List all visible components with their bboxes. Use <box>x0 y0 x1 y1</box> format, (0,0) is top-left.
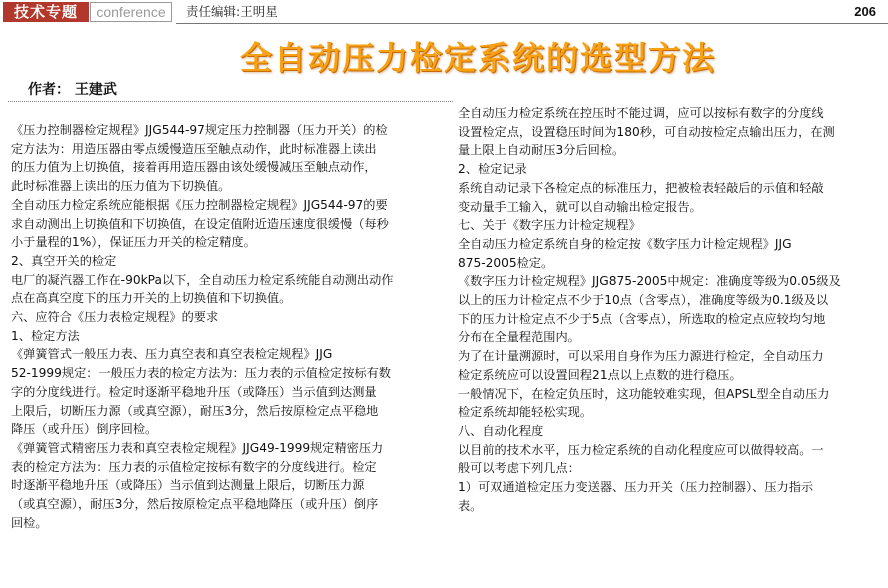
text-line: 分布在全量程范围内。 <box>458 330 580 345</box>
section-tag: 技术专题 <box>3 2 89 22</box>
text-line: 1）可双通道检定压力变送器、压力开关（压力控制器）、压力指示 <box>458 480 814 495</box>
text-line: 回检。 <box>11 515 48 530</box>
text-line: 以上的压力计检定点不少于10点（含零点），准确度等级为0.1级及以 <box>458 293 829 308</box>
text-line: 《数字压力计检定规程》JJG875-2005中规定：准确度等级为0.05级及 <box>458 274 841 289</box>
text-line: 字的分度线进行。检定时逐渐平稳地升压（或降压）当示值到达测量 <box>11 384 377 399</box>
text-line: 设置检定点，设置稳压时间为180秒，可自动按检定点输出压力，在测 <box>458 124 835 139</box>
page-number: 206 <box>854 4 876 19</box>
text-line: 点在高真空度下的压力开关的上切换值和下切换值。 <box>11 291 292 306</box>
left-column <box>11 121 447 532</box>
text-line: 表的检定方法为：压力表的示值检定按标有数字的分度线进行。检定 <box>11 459 377 474</box>
article-author: 作者： 王建武 <box>28 82 117 98</box>
text-line: 量上限上自动耐压3分后回检。 <box>458 143 625 158</box>
editor-credit: 责任编辑:王明星 <box>186 4 278 19</box>
text-line: 《压力控制器检定规程》JJG544-97规定压力控制器（压力开关）的检 <box>11 123 388 137</box>
text-line: （或真空源），耐压3分，然后按原检定点平稳地降压（或升压）倒序 <box>11 497 379 512</box>
page-header <box>0 0 888 26</box>
author-divider <box>8 101 453 102</box>
text-line: 《弹簧管式一般压力表、压力真空表和真空表检定规程》JJG <box>11 347 333 362</box>
text-line: 求自动测出上切换值和下切换值，在设定值附近造压速度很缓慢（每秒 <box>11 216 389 231</box>
text-line: 降压（或升压）倒序回检。 <box>11 422 158 437</box>
text-line: 2、真空开关的检定 <box>11 253 117 268</box>
text-line: 2、检定记录 <box>458 162 527 177</box>
text-line: 定方法为：用造压器由零点缓慢造压至触点动作，此时标准器上读出 <box>11 141 377 156</box>
text-line: 七、关于《数字压力计检定规程》 <box>458 218 641 233</box>
article-title: 全自动压力检定系统的选型方法 <box>239 39 716 77</box>
text-line: 的压力值为上切换值，接着再用造压器由该处缓慢减压至触点动作， <box>11 160 377 175</box>
text-line: 全自动压力检定系统应能根据《压力控制器检定规程》JJG544-97的要 <box>11 197 388 212</box>
text-line: 《弹簧管式精密压力表和真空表检定规程》JJG49-1999规定精密压力 <box>11 440 384 455</box>
text-line: 检定系统应可以设置回程21点以上点数的进行稳压。 <box>458 367 742 382</box>
text-line: 全自动压力检定系统自身的检定按《数字压力计检定规程》JJG <box>458 236 792 251</box>
text-line: 上限后，切断压力源（或真空源），耐压3分，然后按原检定点平稳地 <box>11 403 379 418</box>
text-line: 下的压力计检定点不少于5点（含零点），所选取的检定点应较均匀地 <box>458 311 826 326</box>
right-column <box>458 104 882 515</box>
text-line: 电厂的凝汽器工作在-90kPa以下，全自动压力检定系统能自动测出动作 <box>11 272 394 287</box>
text-line: 系统自动记录下各检定点的标准压力，把被检表轻敲后的示值和轻敲 <box>458 180 824 195</box>
text-line: 八、自动化程度 <box>458 423 544 438</box>
text-line: 变动量手工输入，就可以自动输出检定报告。 <box>458 199 702 214</box>
conference-label: conference <box>90 2 172 22</box>
text-line: 此时标准器上读出的压力值为下切换值。 <box>11 179 231 194</box>
text-line: 一般情况下，在检定负压时，这功能较难实现，但APSL型全自动压力 <box>458 386 830 401</box>
text-line: 为了在计量溯源时，可以采用自身作为压力源进行检定，全自动压力 <box>458 349 824 364</box>
text-line: 以目前的技术水平，压力检定系统的自动化程度应可以做得较高。一 <box>458 442 824 457</box>
text-line: 六、应符合《压力表检定规程》的要求 <box>11 310 219 325</box>
text-line: 52-1999规定：一般压力表的检定方法为：压力表的示值检定按标有数 <box>11 366 391 381</box>
text-line: 表。 <box>458 498 483 513</box>
header-rule <box>176 23 888 24</box>
text-line: 875-2005检定。 <box>458 255 554 270</box>
text-line: 全自动压力检定系统在控压时不能过调，应可以按标有数字的分度线 <box>458 106 824 120</box>
text-line: 般可以考虑下列几点： <box>458 461 580 476</box>
text-line: 小于量程的1%），保证压力开关的检定精度。 <box>11 235 256 250</box>
text-line: 1、检定方法 <box>11 328 80 343</box>
text-line: 时逐渐平稳地升压（或降压）当示值到达测量上限后，切断压力源 <box>11 478 365 493</box>
text-line: 检定系统却能轻松实现。 <box>458 405 593 420</box>
